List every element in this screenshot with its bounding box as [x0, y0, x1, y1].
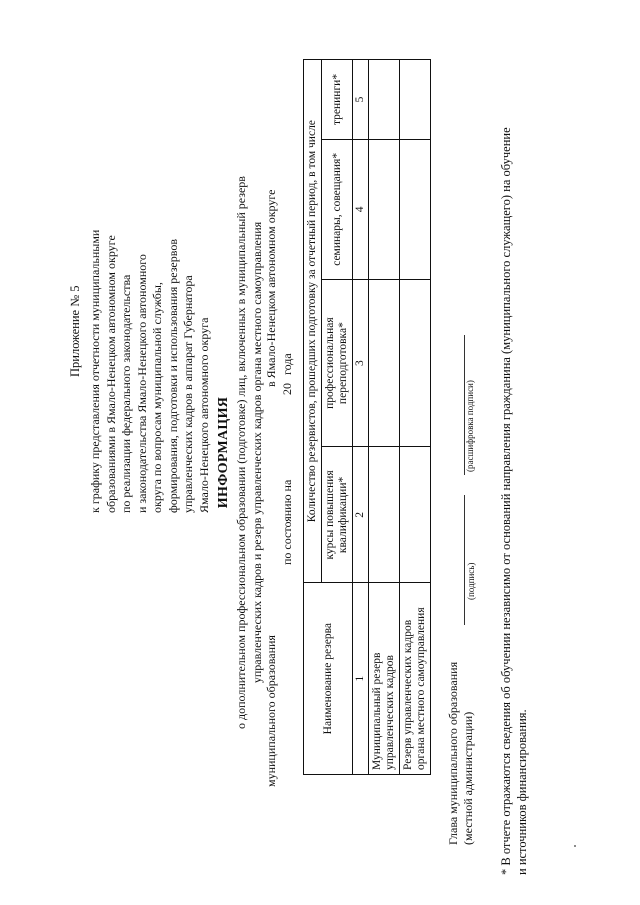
appendix-line: округа по вопросам муниципальной службы, [150, 282, 164, 513]
date-line [280, 265, 296, 565]
signer-subtitle: (местной администрации) [461, 711, 475, 845]
signature-line [464, 495, 465, 625]
appendix-line: формирования, подготовки и использования резервов [165, 238, 180, 513]
municipality-suffix: в Ямало-Ненецком автономном округе [264, 189, 278, 387]
date-year: 20 [280, 383, 294, 395]
reserve-name-cell: Резерв управленческих кадров органа местного самоуправления [400, 583, 431, 775]
column-number: 5 [353, 60, 369, 140]
empty-cell [369, 139, 400, 279]
qualification-courses-header: курсы повышения квалификации* [322, 447, 353, 583]
empty-cell [400, 279, 431, 447]
appendix-line: по реализации федерального законодательства [119, 274, 133, 513]
column-number: 2 [353, 447, 369, 583]
footnote-line: и источников финансирования. [515, 709, 529, 875]
appendix-text [88, 43, 212, 513]
empty-cell [369, 279, 400, 447]
subtitle-line: о дополнительном профессиональном образовании (подготовке) лиц, включенных в муниципальный резерв [234, 176, 248, 729]
appendix-line: образованиями в Ямало-Ненецком автономном округе [103, 235, 118, 513]
column-number: 4 [353, 139, 369, 279]
empty-cell [369, 447, 400, 583]
column-number: 1 [353, 583, 369, 775]
scan-speck [574, 845, 576, 847]
trained-count-header: Количество резервистов, прошедших подготовку за отчетный период, в том числе [304, 60, 322, 583]
subtitle-line: управленческих кадров и резерв управленческих кадров органа местного самоуправления [249, 221, 264, 684]
decode-caption: (расшифровка подписи) [465, 380, 475, 472]
document-title: ИНФОРМАЦИЯ [216, 396, 231, 509]
appendix-title: Приложение № 5 [68, 285, 82, 377]
column-number-row [353, 60, 369, 775]
reserve-training-table [303, 59, 431, 775]
table-header-row [304, 60, 322, 775]
empty-cell [400, 447, 431, 583]
signer-title: Глава муниципального образования [446, 661, 460, 845]
empty-cell [369, 60, 400, 140]
signer-block [446, 662, 476, 845]
column-number: 3 [353, 279, 369, 447]
footnote-line: * В отчете отражаются сведения об обучении независимо от оснований направления гражданина (муниципального служащего) на обучение [499, 127, 513, 875]
date-prefix: по состоянию на [280, 479, 294, 565]
footnote [498, 5, 530, 875]
empty-cell [400, 60, 431, 140]
seminars-header: семинары, совещания* [322, 139, 353, 279]
table-row [369, 60, 400, 775]
table-row [400, 60, 431, 775]
appendix-line: Ямало-Ненецкого автономного округа [196, 317, 211, 513]
document-subtitle [234, 0, 265, 905]
municipality-label: муниципального образования [264, 635, 278, 787]
empty-cell [400, 139, 431, 279]
appendix-line: управленческих кадров в аппарат Губернатора [181, 275, 195, 513]
municipality-line [264, 107, 280, 787]
appendix-line: к графику представления отчетности муниципальными [88, 229, 102, 513]
retraining-header: профессиональная переподготовка* [322, 279, 353, 447]
reserve-name-cell: Муниципальный резерв управленческих кадров [369, 583, 400, 775]
trainings-header: тренинги* [322, 60, 353, 140]
reserve-name-header: Наименование резерва [304, 583, 353, 775]
appendix-line: и законодательства Ямало-Ненецкого автономного [134, 254, 149, 513]
date-suffix: года [280, 353, 294, 375]
signature-caption: (подпись) [466, 562, 476, 600]
